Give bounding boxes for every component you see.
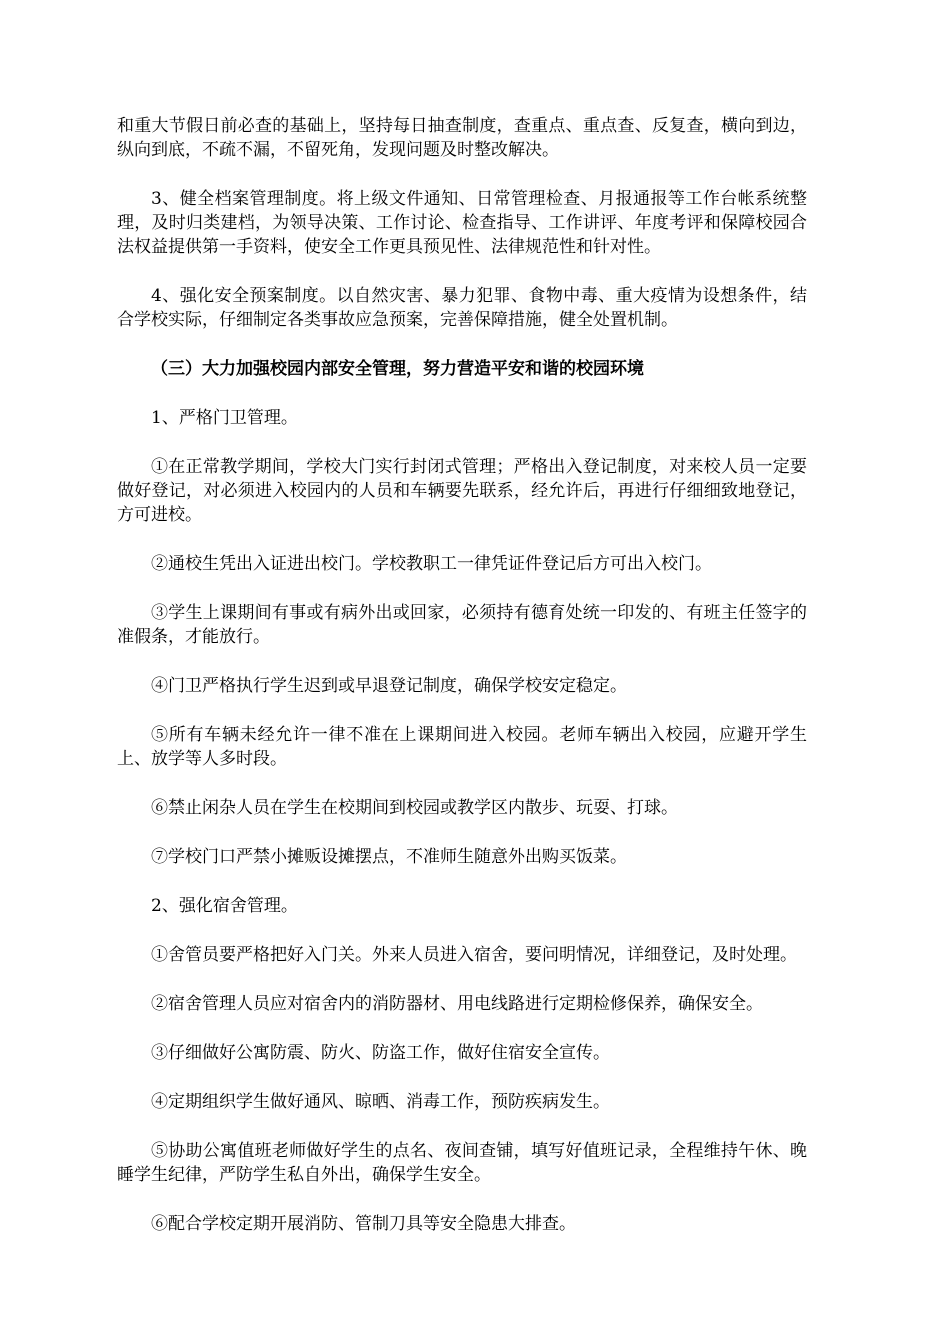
list-item-gate-6: ⑥禁止闲杂人员在学生在校期间到校园或教学区内散步、玩耍、打球。: [151, 798, 678, 818]
section-heading: （三）大力加强校园内部安全管理，努力营造平安和谐的校园环境: [151, 359, 644, 379]
list-item-dorm-3: ③仔细做好公寓防震、防火、防盗工作，做好住宿安全宣传。: [151, 1043, 610, 1063]
document-body: [117, 114, 807, 1261]
list-item-dorm-2: ②宿舍管理人员应对宿舍内的消防器材、用电线路进行定期检修保养，确保安全。: [151, 994, 763, 1014]
list-item-gate-3: ③学生上课期间有事或有病外出或回家，必须持有德育处统一印发的、有班主任签字的准假条，才能放行。: [117, 603, 807, 647]
list-item-gate-2: ②通校生凭出入证进出校门。学校教职工一律凭证件登记后方可出入校门。: [151, 554, 712, 574]
paragraph-dorm-management: 2、强化宿舍管理。: [151, 896, 298, 916]
list-item-gate-4: ④门卫严格执行学生迟到或早退登记制度，确保学校安定稳定。: [151, 676, 627, 696]
list-item-dorm-6: ⑥配合学校定期开展消防、管制刀具等安全隐患大排查。: [151, 1214, 576, 1234]
list-item-dorm-4: ④定期组织学生做好通风、晾晒、消毒工作，预防疾病发生。: [151, 1092, 610, 1112]
paragraph-gate-management: 1、严格门卫管理。: [151, 408, 298, 428]
list-item-dorm-5: ⑤协助公寓值班老师做好学生的点名、夜间查铺，填写好值班记录，全程维持午休、晚睡学生纪律，严防学生私自外出，确保学生安全。: [117, 1141, 807, 1185]
paragraph-safety-plan: 4、强化安全预案制度。以自然灾害、暴力犯罪、食物中毒、重大疫情为设想条件，结合学校实际，仔细制定各类事故应急预案，完善保障措施，健全处置机制。: [117, 286, 807, 330]
list-item-gate-1: ①在正常教学期间，学校大门实行封闭式管理；严格出入登记制度，对来校人员一定要做好登记，对必须进入校园内的人员和车辆要先联系，经允许后，再进行仔细细致地登记，方可进校。: [117, 457, 807, 525]
paragraph-continuation: 和重大节假日前必查的基础上，坚持每日抽查制度，查重点、重点查、反复查，横向到边，纵向到底，不疏不漏，不留死角，发现问题及时整改解决。: [117, 116, 807, 160]
list-item-gate-5: ⑤所有车辆未经允许一律不准在上课期间进入校园。老师车辆出入校园，应避开学生上、放学等人多时段。: [117, 725, 807, 769]
list-item-dorm-1: ①舍管员要严格把好入门关。外来人员进入宿舍，要问明情况，详细登记，及时处理。: [151, 945, 797, 965]
list-item-gate-7: ⑦学校门口严禁小摊贩设摊摆点，不准师生随意外出购买饭菜。: [151, 847, 627, 867]
paragraph-archive-management: 3、健全档案管理制度。将上级文件通知、日常管理检查、月报通报等工作台帐系统整理，及时归类建档，为领导决策、工作讨论、检查指导、工作讲评、年度考评和保障校园合法权益提供第一手资料，使安全工作更具预见性、法律规范性和针对性。: [117, 189, 807, 257]
